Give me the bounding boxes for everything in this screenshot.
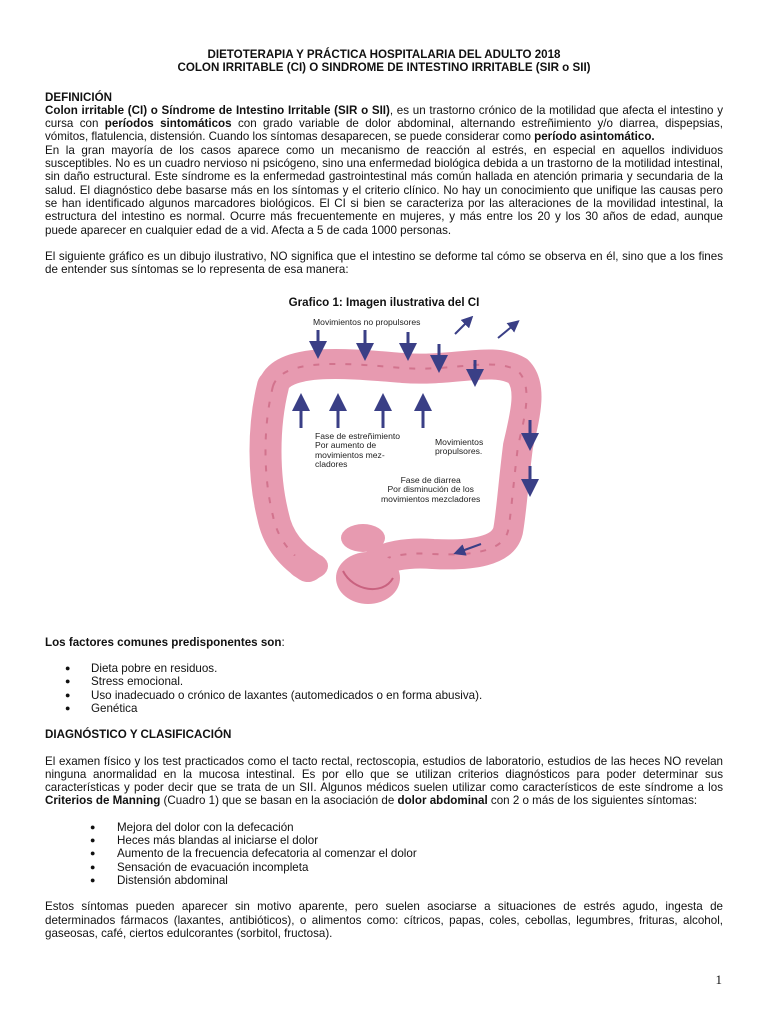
criterion-text: Mejora del dolor con la defecación (117, 820, 294, 834)
manning-criteria-bold: Criterios de Manning (45, 794, 161, 808)
diagnosis-paragraph-1 (45, 755, 723, 808)
label-non-propulsive: Movimientos no propulsores (313, 316, 421, 327)
page-number: 1 (715, 972, 722, 987)
bullet-icon: ● (90, 835, 96, 846)
list-item (65, 662, 723, 676)
diagnosis-text-1: El examen físico y los test practicados como el tacto rectal, rectoscopia, estudios de laboratorio, estudios de las heces NO revelan ninguna anormalidad en la mucosa intestinal. Es por ello que se utilizan criterios diagnósticos para poder determinar sus características y poder decir que se trata de un SII. Algunos médicos suelen utilizar como característicos de este síndrome a los (45, 754, 723, 795)
bullet-icon: ● (90, 848, 96, 859)
list-item (90, 860, 723, 874)
criteria-list (90, 820, 723, 887)
diagnosis-paragraph-2: Estos síntomas pueden aparecer sin motivo aparente, pero suelen asociarse a situaciones de estrés agudo, ingesta de determinados fármacos (laxantes, antibióticos), o alimentos como: cítricos, papas, coles, cebollas, legumbres, frituras, alcohol, gaseosas, café, ciertos edulcorantes (sorbitol, fructosa). (45, 900, 723, 940)
definition-text-1: , es un trastorno crónico de la motilidad que afecta el intestino y cursa con (45, 103, 724, 131)
criterion-text: Distensión abdominal (117, 873, 228, 887)
factors-heading: Los factores comunes predisponentes son (45, 635, 282, 649)
factors-colon: : (281, 635, 285, 649)
bullet-icon: ● (90, 861, 96, 872)
criterion-text: Sensación de evacuación incompleta (117, 860, 309, 874)
factors-list (65, 662, 723, 715)
factor-text: Stress emocional. (91, 675, 184, 689)
label-propulsive: Movimientos propulsores. (435, 436, 484, 457)
definition-paragraph-3: El siguiente gráfico es un dibujo ilustrativo, NO significa que el intestino se deforme tal cómo se observa en él, sino que a los fines de entender sus síntomas se lo representa de esa manera: (45, 249, 723, 277)
symptomatic-periods-bold: períodos sintomáticos (104, 117, 232, 131)
list-item (90, 873, 723, 887)
bullet-icon: ● (65, 689, 71, 700)
bullet-icon: ● (65, 676, 71, 687)
figure-title: Grafico 1: Imagen ilustrativa del CI (288, 296, 480, 310)
definition-heading: DEFINICIÓN (45, 90, 112, 104)
bullet-icon: ● (90, 874, 96, 885)
bullet-icon: ● (65, 702, 71, 713)
document-title-line-1: DIETOTERAPIA Y PRÁCTICA HOSPITALARIA DEL ADULTO 2018 (207, 48, 561, 61)
criterion-text: Aumento de la frecuencia defecatoria al comenzar el dolor (117, 847, 417, 861)
factors-heading-line (45, 636, 723, 649)
diagnosis-text-3: con 2 o más de los siguientes síntomas: (487, 794, 698, 808)
definition-paragraph-2: En la gran mayoría de los casos aparece como un mecanismo de reacción al estrés, en especial en aquellos individuos susceptibles. No es un cuadro nervioso ni psicógeno, sino una enfermedad biológica debida a un trastorno de la motilidad intestinal, sin daño estructural. Este síndrome es la enfermedad gastrointestinal más común hallada en atención primaria y secundaria de la salud. El diagnóstico debe basarse más en los síntomas y el criterio clínico. No hay un conocimiento que unifique las causas pero se han identificado algunos marcadores biológicos. El CI si bien se caracteriza por las alteraciones de la movilidad intestinal, la estructura del intestino es normal. Ocurre más frecuentemente en mujeres, y más entre los 20 y los 30 años de edad, aunque puede aparecer en cualquier edad de a vid. Afecta a 5 de cada 1000 personas. (45, 143, 724, 237)
list-item (90, 820, 723, 834)
list-item (65, 675, 723, 689)
document-title-line-2: COLON IRRITABLE (CI) O SINDROME DE INTESTINO IRRITABLE (SIR o SII) (177, 61, 591, 75)
asymptomatic-period-bold: período asintomático. (534, 130, 655, 144)
list-item (65, 701, 723, 715)
criterion-text: Heces más blandas al iniciarse el dolor (117, 834, 319, 848)
abdominal-pain-bold: dolor abdominal (397, 794, 488, 808)
colon-illustration (233, 316, 551, 614)
factor-text: Genética (91, 701, 138, 715)
term-bold: Colon irritable (CI) o Síndrome de Intestino Irritable (SIR o SII) (45, 103, 390, 117)
diagnosis-heading: DIAGNÓSTICO Y CLASIFICACIÓN (45, 728, 232, 742)
label-diarrhea-phase: Fase de diarrea Por disminución de los movimientos mezcladores (381, 474, 481, 504)
list-item (90, 847, 723, 861)
definition-text-2: con grado variable de dolor abdominal, alternando estreñimiento y/o diarrea, dispepsias, vómitos, flatulencia, distensión. Cuando los síntomas desaparecen, se puede considerar como (45, 117, 723, 144)
list-item (65, 688, 723, 702)
document-header (45, 48, 723, 75)
document-page (45, 48, 723, 940)
bullet-icon: ● (90, 821, 96, 832)
label-constipation-phase: Fase de estreñimiento Por aumento de movimientos mez- cladores (315, 430, 401, 469)
definition-paragraph-1 (45, 104, 723, 144)
bullet-icon: ● (65, 663, 71, 674)
diagnosis-text-2: (Cuadro 1) que se basan en la asociación de (160, 794, 398, 808)
factor-text: Dieta pobre en residuos. (91, 662, 218, 676)
list-item (90, 834, 723, 848)
factor-text: Uso inadecuado o crónico de laxantes (automedicados o en forma abusiva). (91, 688, 483, 702)
